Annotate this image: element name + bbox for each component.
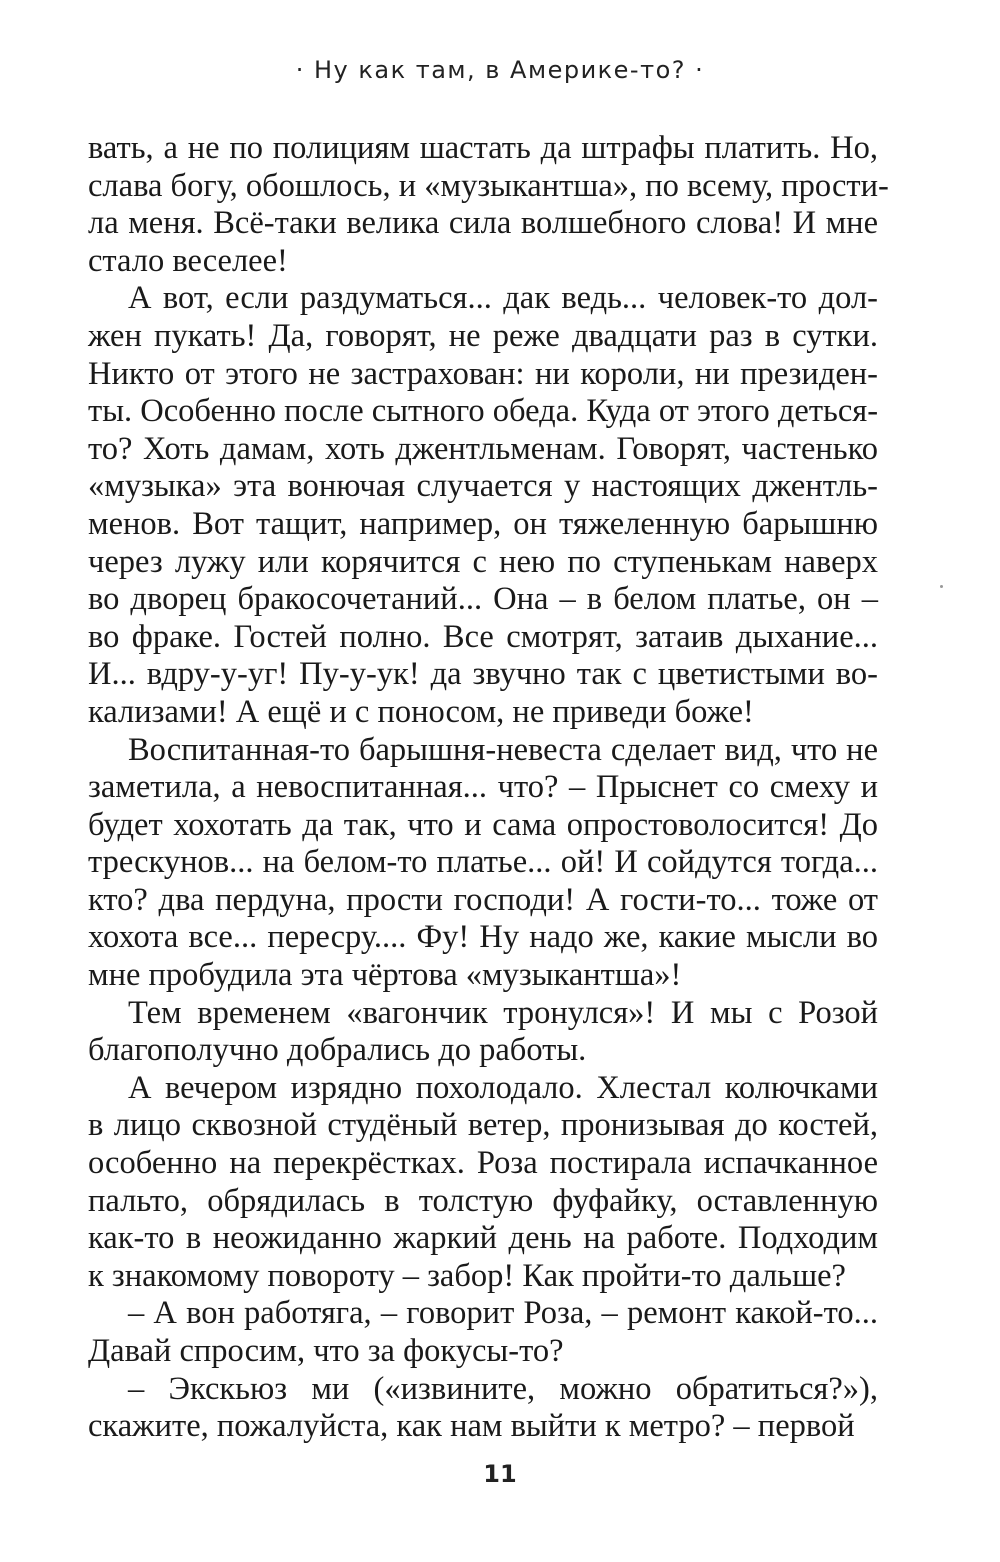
text-line: А вот, если раздуматься... дак ведь... человек-то дол- <box>128 280 878 317</box>
body-text <box>88 130 889 1446</box>
print-speck <box>940 585 943 588</box>
text-line: мне пробудила эта чёртова «музыкантша»! <box>88 957 682 994</box>
text-line: Никто от этого не застрахован: ни короли, ни президен- <box>88 355 878 392</box>
text-line: благополучно добрались до работы. <box>88 1032 587 1069</box>
text-line: трескунов... на белом-то платье... ой! И сойдутся тогда... <box>88 844 878 881</box>
text-line: то? Хоть дамам, хоть джентльменам. Говорят, частенько <box>88 430 878 467</box>
text-line: скажите, пожалуйста, как нам выйти к метро? – первой <box>88 1408 855 1445</box>
text-line: к знакомому повороту – забор! Как пройти-то дальше? <box>88 1257 846 1294</box>
text-line: как-то в неожиданно жаркий день на работе. Подходим <box>88 1220 878 1257</box>
text-line: кализами! А ещё и с поносом, не приведи боже! <box>88 693 754 730</box>
text-line: «музыка» эта вонючая случается у настоящих джентль- <box>88 468 878 505</box>
text-line: Тем временем «вагончик тронулся»! И мы с Розой <box>128 994 878 1031</box>
text-line: в лицо сквозной студёный ветер, пронизывая до костей, <box>88 1107 878 1144</box>
text-line: кто? два пердуна, прости господи! А гости-то... тоже от <box>88 881 878 918</box>
text-line: жен пукать! Да, говорят, не реже двадцати раз в сутки. <box>88 317 878 354</box>
text-line: особенно на перекрёстках. Роза постирала испачканное <box>88 1145 878 1182</box>
text-line: хохота все... пересру.... Фу! Ну надо же, какие мысли во <box>88 919 878 956</box>
text-line: – Экскьюз ми («извините, можно обратиться?»), <box>128 1370 878 1407</box>
text-line: ла меня. Всё-таки велика сила волшебного слова! И мне <box>88 205 878 242</box>
text-line: А вечером изрядно похолодало. Хлестал колючками <box>128 1069 878 1106</box>
text-line: будет хохотать да так, что и сама опростоволосится! До <box>88 806 878 843</box>
text-line: слава богу, обошлось, и «музыкантша», по всему, прости- <box>88 167 889 204</box>
text-line: вать, а не по полициям шастать да штрафы платить. Но, <box>88 130 878 166</box>
text-line: во дворец бракосочетаний... Она – в белом платье, он – <box>88 581 878 618</box>
running-title: · Ну как там, в Америке-то? · <box>295 56 705 84</box>
text-line: через лужу или корячится с нею по ступенькам наверх <box>88 543 878 580</box>
text-line: Давай спросим, что за фокусы-то? <box>88 1333 564 1369</box>
text-line: И... вдру-у-уг! Пу-у-ук! да звучно так с цветистыми во- <box>88 656 878 693</box>
text-line: Воспитанная-то барышня-невеста сделает вид, что не <box>128 731 878 768</box>
text-line: стало веселее! <box>88 242 288 279</box>
text-line: ты. Особенно после сытного обеда. Куда от этого деться- <box>88 393 879 430</box>
page-number: 11 <box>483 1460 517 1488</box>
text-line: менов. Вот тащит, например, он тяжеленную барышню <box>88 505 878 542</box>
text-line: во фраке. Гостей полно. Все смотрят, затаив дыхание... <box>88 618 878 655</box>
text-line: – А вон работяга, – говорит Роза, – ремонт какой-то... <box>128 1295 878 1332</box>
text-line: заметила, а невоспитанная... что? – Прыснет со смеху и <box>88 769 878 806</box>
text-line: пальто, обрядилась в толстую фуфайку, оставленную <box>88 1182 878 1219</box>
